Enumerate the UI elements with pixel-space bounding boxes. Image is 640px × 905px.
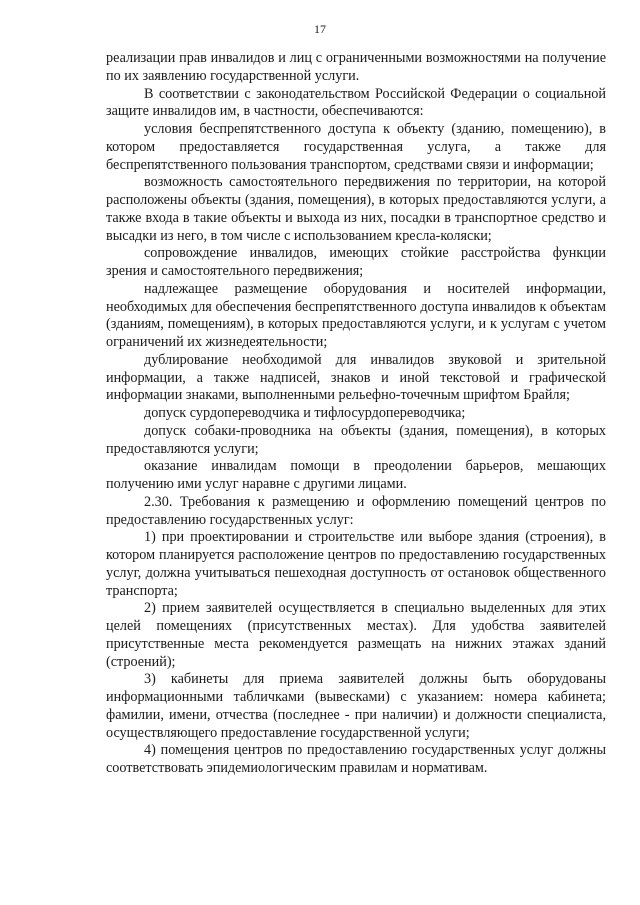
document-body — [106, 50, 606, 778]
paragraph: В соответствии с законодательством Российской Федерации о социальной защите инвалидов им, в частности, обеспечиваются: — [106, 85, 606, 120]
paragraph: оказание инвалидам помощи в преодолении барьеров, мешающих получению ими услуг наравне с другими лицами. — [106, 458, 606, 492]
paragraph: 4) помещения центров по предоставлению государственных услуг должны соответствовать эпидемиологическим правилам и нормативам. — [106, 742, 606, 776]
paragraph: 2.30. Требования к размещению и оформлению помещений центров по предоставлению государственных услуг: — [106, 493, 606, 528]
paragraph: сопровождение инвалидов, имеющих стойкие расстройства функции зрения и самостоятельного передвижения; — [106, 245, 606, 279]
paragraph: 1) при проектировании и строительстве или выборе здания (строения), в котором планируется расположение центров по предоставлению государственных услуг, должна учитываться пешеходная доступность от остановок общественного транспорта; — [106, 529, 606, 599]
paragraph: 2) прием заявителей осуществляется в специально выделенных для этих целей помещениях (присутственных местах). Для удобства заявителей присутственные места рекомендуется размещать на нижних этажах зданий (строений); — [106, 600, 606, 670]
paragraph: допуск сурдопереводчика и тифлосурдопереводчика; — [144, 405, 466, 421]
page-number: 17 — [314, 22, 326, 36]
paragraph: возможность самостоятельного передвижения по территории, на которой расположены объекты (здания, помещения), в которых предоставляются услуги, а также входа в такие объекты и выхода из них, посадки в транспортное средство и высадки из него, в том числе с использованием кресла-коляски; — [106, 174, 606, 244]
paragraph: реализации прав инвалидов и лиц с ограниченными возможностями на получение по их заявлению государственной услуги. — [106, 50, 606, 84]
paragraph: условия беспрепятственного доступа к объекту (зданию, помещению), в котором предоставляется государственная услуга, а также для беспрепятственного пользования транспортом, средствами связи и информации; — [106, 121, 606, 173]
paragraph: надлежащее размещение оборудования и носителей информации, необходимых для обеспечения беспрепятственного доступа инвалидов к объектам (зданиям, помещениям), в которых предоставляются услуги, и к услугам с учетом ограничений их жизнедеятельности; — [106, 280, 606, 350]
paragraph: допуск собаки-проводника на объекты (здания, помещения), в которых предоставляются услуги; — [106, 422, 606, 457]
paragraph: 3) кабинеты для приема заявителей должны быть оборудованы информационными табличками (вывесками) с указанием: номера кабинета; фамилии, имени, отчества (последнее - при наличии) и должности специалиста, осуществляющего предоставление государственной услуги; — [106, 671, 606, 741]
paragraph: дублирование необходимой для инвалидов звуковой и зрительной информации, а также надписей, знаков и иной текстовой и графической информации знаками, выполненными рельефно-точечным шрифтом Брайля; — [106, 351, 606, 404]
